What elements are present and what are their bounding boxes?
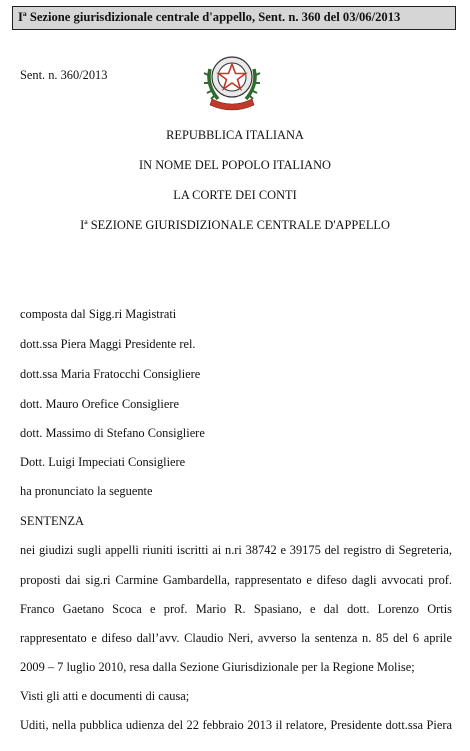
body-line-3: Franco Gaetano Scoca e prof. Mario R. Spasiano, e dal dott. Lorenzo Ortis — [20, 602, 452, 616]
header-title: Iª Sezione giurisdizionale centrale d'appello, Sent. n. 360 del 03/06/2013 — [18, 10, 401, 24]
magistrate-5: Dott. Luigi Impeciati Consigliere — [20, 455, 186, 469]
magistrate-3: dott. Mauro Orefice Consigliere — [20, 397, 179, 411]
magistrate-4: dott. Massimo di Stefano Consigliere — [20, 426, 205, 440]
sentence-number: Sent. n. 360/2013 — [20, 68, 108, 82]
body-line-4: rappresentato e difeso dall’avv. Claudio Neri, avverso la sentenza n. 85 del 6 aprile — [20, 631, 452, 645]
heading-republic: REPUBBLICA ITALIANA — [166, 128, 304, 142]
magistrate-1: dott.ssa Piera Maggi Presidente rel. — [20, 337, 196, 351]
body-line-5: 2009 – 7 luglio 2010, resa dalla Sezione Giurisdizionale per la Regione Molise; — [20, 660, 415, 674]
italian-republic-emblem-icon — [202, 47, 262, 113]
pronounced-line: ha pronunciato la seguente — [20, 484, 153, 498]
body-line-2: proposti dai sig.ri Carmine Gambardella, rappresentato e difeso dagli avvocati prof. — [20, 573, 452, 587]
heading-court: LA CORTE DEI CONTI — [173, 188, 297, 202]
body-line-6: Visti gli atti e documenti di causa; — [20, 689, 190, 703]
magistrate-2: dott.ssa Maria Fratocchi Consigliere — [20, 367, 201, 381]
heading-section: Iª SEZIONE GIURISDIZIONALE CENTRALE D'APPELLO — [80, 218, 390, 232]
heading-people: IN NOME DEL POPOLO ITALIANO — [139, 158, 331, 172]
composition-intro: composta dal Sigg.ri Magistrati — [20, 307, 177, 321]
sentence-title: SENTENZA — [20, 514, 85, 528]
document-header — [12, 6, 456, 30]
body-line-7: Uditi, nella pubblica udienza del 22 febbraio 2013 il relatore, Presidente dott.ssa Piera — [20, 718, 452, 732]
body-line-1: nei giudizi sugli appelli riuniti iscritti ai n.ri 38742 e 39175 del registro di Segreteria, — [20, 543, 452, 557]
